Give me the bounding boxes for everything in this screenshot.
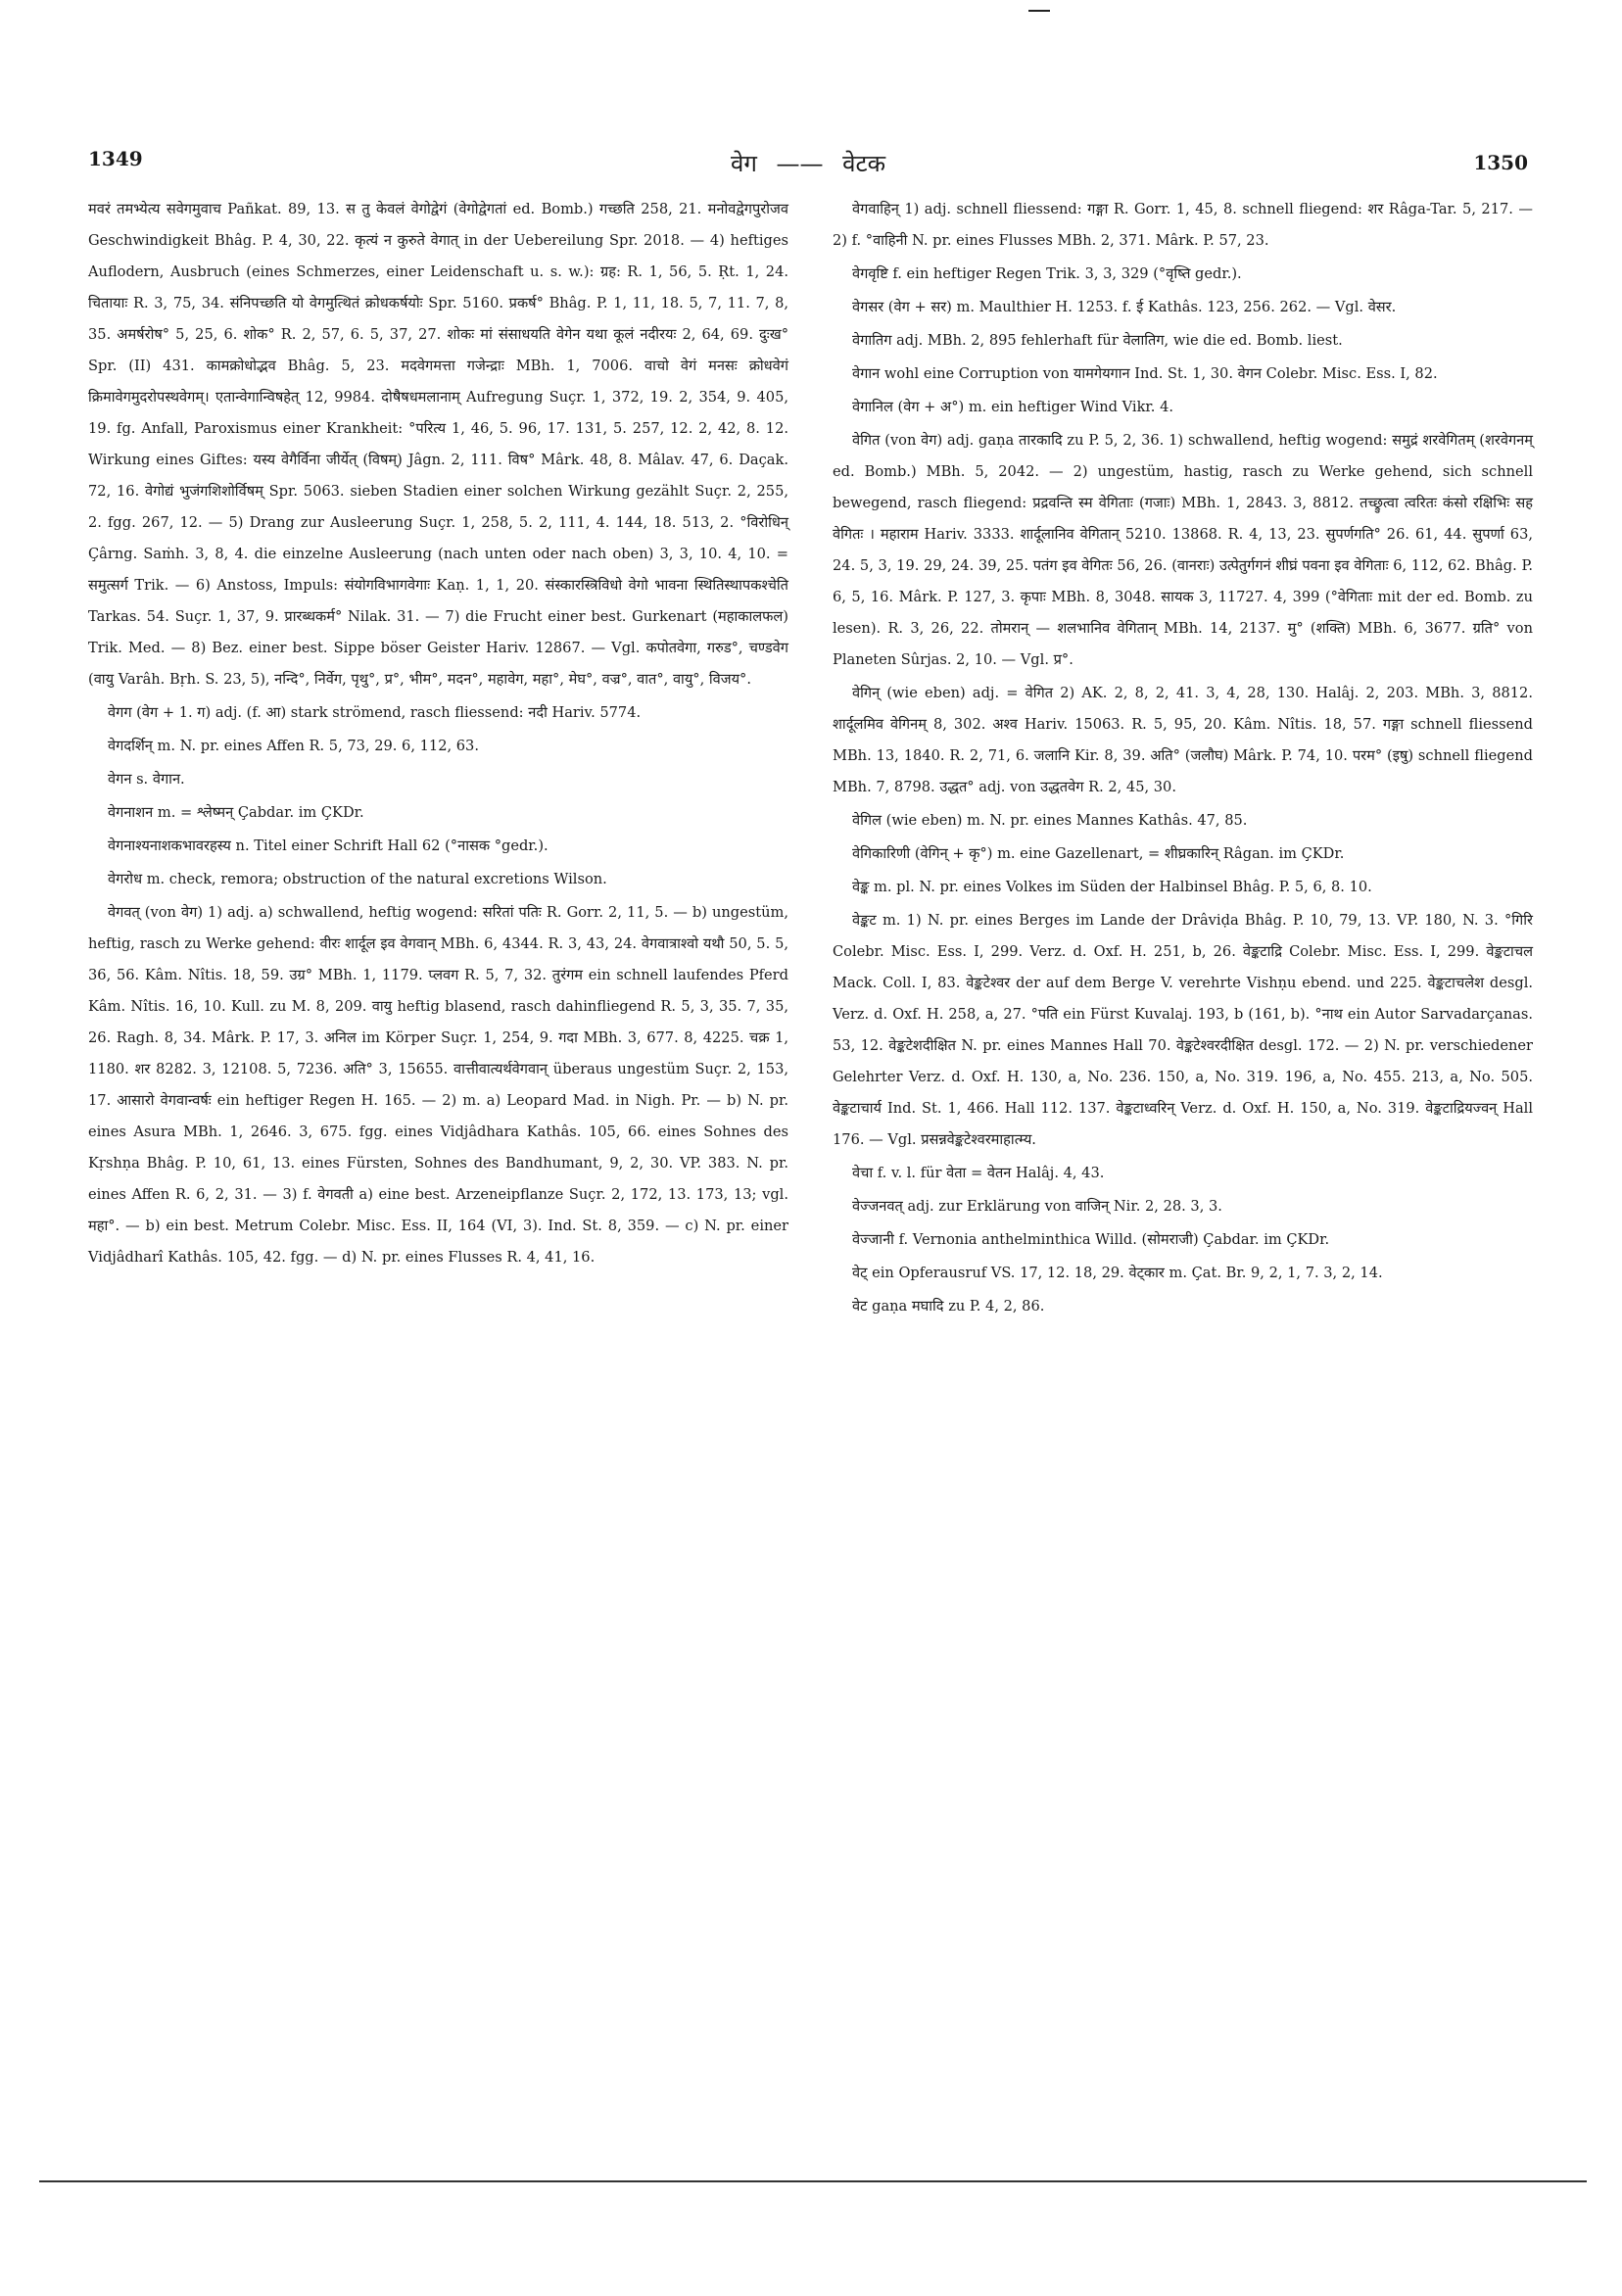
running-head-right: वेटक (842, 150, 885, 177)
dictionary-entry: वेट् ein Opferausruf VS. 17, 12. 18, 29. वेट्कार m. Çat. Br. 9, 2, 1, 7. 3, 2, 14. (852, 1265, 1383, 1281)
page-number-left: 1349 (88, 147, 143, 170)
dictionary-entry: वेट gaṇa मघादि zu P. 4, 2, 86. (852, 1298, 1045, 1315)
page-header (88, 147, 1528, 186)
dictionary-entry: वेगान wohl eine Corruption von यामगेयगान Ind. St. 1, 30. वेगन Colebr. Misc. Ess. I, 82. (852, 365, 1438, 382)
dictionary-entry: वेगवाहिन् 1) adj. schnell fliessend: गङ्गा R. Gorr. 1, 45, 8. schnell fliegend: शर Râga-Tar. 5, 217. — 2) f. °वाहिनी N. pr. eines Flusses MBh. 2, 371. Mârk. P. 57, 23. (833, 201, 1533, 249)
dictionary-entry: वेगग (वेग + 1. ग) adj. (f. आ) stark strömend, rasch fliessend: नदी Hariv. 5774. (108, 704, 642, 721)
dictionary-entry: वेज्जानी f. Vernonia anthelminthica Willd. (सोमराजी) Çabdar. im ÇKDr. (852, 1231, 1330, 1248)
dictionary-entry: वेगातिग adj. MBh. 2, 895 fehlerhaft für वेलातिग, wie die ed. Bomb. liest. (852, 332, 1343, 349)
top-mark (1028, 10, 1050, 12)
dictionary-entry: वेगवत् (von वेग) 1) adj. a) schwallend, heftig wogend: सरितां पतिः R. Gorr. 2, 11, 5. — b) ungestüm, heftig, rasch zu Werke gehend: वीरः शार्दूल इव वेगवान् MBh. 6, 4344. R. 3, 43, 24. वेगवात्राश्वो यथौ 50, 5. 5, 36, 56. Kâm. Nîtis. 18, 59. उग्र° MBh. 1, 1179. प्लवग R. 5, 7, 32. तुरंगम ein schnell laufendes Pferd Kâm. Nîtis. 16, 10. Kull. zu M. 8, 209. वायु heftig blasend, rasch dahinfliegend R. 5, 3, 35. 7, 35, 26. Ragh. 8, 34. Mârk. P. 17, 3. अनिल im Körper Suçr. 1, 254, 9. गदा MBh. 3, 677. 8, 4225. चक्र 1, 1180. शर 8282. 3, 12108. 5, 7236. अति° 3, 15655. वात्तीवात्यर्थवेगवान् überaus ungestüm Suçr. 2, 153, 17. आसारो वेगवान्वर्षः ein heftiger Regen H. 165. — 2) m. a) Leopard Mad. in Nigh. Pr. — b) N. pr. eines Asura MBh. 1, 2646. 3, 675. fgg. eines Vidjâdhara Kathâs. 105, 66. eines Sohnes des Kṛshṇa Bhâg. P. 10, 61, 13. eines Fürsten, Sohnes des Bandhumant, 9, 2, 30. VP. 383. N. pr. eines Affen R. 6, 2, 31. — 3) f. वेगवती a) eine best. Arzeneipflanze Suçr. 2, 172, 13. 173, 13; vgl. महा°. — b) ein best. Metrum Colebr. Misc. Ess. II, 164 (VI, 3). Ind. St. 8, 359. — c) N. pr. einer Vidjâdharî Kathâs. 105, 42. fgg. — d) N. pr. eines Flusses R. 4, 41, 16. (88, 904, 788, 1266)
dictionary-entry: वेगसर (वेग + सर) m. Maulthier H. 1253. f. ई Kathâs. 123, 256. 262. — Vgl. वेसर. (852, 299, 1397, 315)
running-head (88, 147, 1528, 179)
dictionary-entry: वेगित (von वेग) adj. gaṇa तारकादि zu P. 5, 2, 36. 1) schwallend, heftig wogend: समुद्रं शरवेगितम् (शरवेगनम् ed. Bomb.) MBh. 5, 2042. — 2) ungestüm, hastig, rasch zu Werke gehend, sich schnell bewegend, rasch fliegend: प्रद्रवन्ति स्म वेगिताः (गजाः) MBh. 1, 2843. 3, 8812. तच्छ्रुत्वा त्वरितः कंसो रक्षिभिः सह वेगितः । महाराम Hariv. 3333. शार्दूलानिव वेगितान् 5210. 13868. R. 4, 13, 23. सुपर्णगति° 26. 61, 44. सुपर्णा 63, 24. 5, 3, 19. 29, 24. 39, 25. पतंग इव वेगितः 56, 26. (वानराः) उत्पेतुर्गगनं शीघ्रं पवना इव वेगिताः 6, 112, 62. Bhâg. P. 6, 5, 16. Mârk. P. 127, 3. कृपाः MBh. 8, 3048. सायक 3, 11727. 4, 399 (°वेगिताः mit der ed. Bomb. zu lesen). R. 3, 26, 22. तोमरान् — शलभानिव वेगितान् MBh. 14, 2137. मु° (शक्ति) MBh. 6, 3677. ग्रति° von Planeten Sûrjas. 2, 10. — Vgl. प्र°. (833, 432, 1533, 668)
dictionary-entry: वेगिन् (wie eben) adj. = वेगित 2) AK. 2, 8, 2, 41. 3, 4, 28, 130. Halâj. 2, 203. MBh. 3, 8812. शार्दूलमिव वेगिनम् 8, 302. अश्व Hariv. 15063. R. 5, 95, 20. Kâm. Nîtis. 18, 57. गङ्गा schnell fliessend MBh. 13, 1840. R. 2, 71, 6. जलानि Kir. 8, 39. अति° (जलौघ) Mârk. P. 74, 10. परम° (इषु) schnell fliegend MBh. 7, 8798. उद्धत° adj. von उद्धतवेग R. 2, 45, 30. (833, 685, 1533, 795)
right-column (833, 194, 1533, 1324)
bottom-rule (39, 2180, 1587, 2182)
dictionary-entry: मवरं तमभ्येत्य सवेगमुवाच Pañkat. 89, 13. स तु केवलं वेगोद्वेगं (वेगोद्वेगतां ed. Bomb.) गच्छति 258, 21. मनोवद्वेगपुरोजव Geschwindigkeit Bhâg. P. 4, 30, 22. कृत्यं न कुरुते वेगात् in der Uebereilung Spr. 2018. — 4) heftiges Auflodern, Ausbruch (eines Schmerzes, einer Leidenschaft u. s. w.): ग्रह: R. 1, 56, 5. Ṛt. 1, 24. चितायाः R. 3, 75, 34. संनिपच्छति यो वेगमुत्थितं क्रोधकर्षयोः Spr. 5160. प्रकर्ष° Bhâg. P. 1, 11, 18. 5, 7, 11. 7, 8, 35. अमर्षरोष° 5, 25, 6. शोक° R. 2, 57, 6. 5, 37, 27. शोकः मां संसाधयति वेगेन यथा कूलं नदीरयः 2, 64, 69. दुःख° Spr. (II) 431. कामक्रोधोद्भव Bhâg. 5, 23. मदवेगमत्ता गजेन्द्राः MBh. 1, 7006. वाचो वेगं मनसः क्रोधवेगं क्रिमावेगमुदरोपस्थवेगम्। एतान्वेगान्विषहेत् 12, 9984. दोषैषधमलानाम् Aufregung Suçr. 1, 372, 19. 2, 354, 9. 405, 19. fg. Anfall, Paroxismus einer Krankheit: °परित्य 1, 46, 5. 96, 17. 131, 5. 257, 12. 2, 42, 8. 12. Wirkung eines Giftes: यस्य वेगैर्विना जीर्येत् (विषम्) Jâgn. 2, 111. विष° Mârk. 48, 8. Mâlav. 47, 6. Daçak. 72, 16. वेगोद्यं भुजंगशिशोर्विषम् Spr. 5063. sieben Stadien einer solchen Wirkung gezählt Suçr. 2, 255, 2. fgg. 267, 12. — 5) Drang zur Ausleerung Suçr. 1, 258, 5. 2, 111, 4. 144, 18. 513, 2. °विरोधिन् Çârng. Saṁh. 3, 8, 4. die einzelne Ausleerung (nach unten oder nach oben) 3, 3, 10. 4, 10. = समुत्सर्ग Trik. — 6) Anstoss, Impuls: संयोगविभागवेगाः Kaṇ. 1, 1, 20. संस्कारस्त्रिविधो वेगो भावना स्थितिस्थापकश्चेति Tarkas. 54. Suçr. 1, 37, 9. प्रारब्धकर्म° Nilak. 31. — 7) die Frucht einer best. Gurkenart (महाकालफल) Trik. Med. — 8) Bez. einer best. Sippe böser Geister Hariv. 12867. — Vgl. कपोतवेगा, गरुड°, चण्डवेग (वायु Varâh. Bṛh. S. 23, 5), नन्दि°, निर्वेग, पृथु°, प्र°, भीम°, मदन°, महावेग, महा°, मेघ°, वज्र°, वात°, वायु°, विजय°. (88, 201, 788, 688)
dictionary-entry: वेगनाशन m. = श्लेष्मन् Çabdar. im ÇKDr. (108, 804, 364, 821)
dictionary-entry: वेगवृष्टि f. ein heftiger Regen Trik. 3, 3, 329 (°वृष्ति gedr.). (852, 265, 1242, 282)
dictionary-entry: वेगनाश्यनाशकभावरहस्य n. Titel einer Schrift Hall 62 (°नासक °gedr.). (108, 837, 549, 854)
page-number-right: 1350 (1473, 151, 1528, 174)
dictionary-entry: वेगानिल (वेग + अ°) m. ein heftiger Wind Vikr. 4. (852, 399, 1174, 415)
running-head-separator: —— (776, 150, 824, 177)
dictionary-entry: वेचा f. v. l. für वेता = वेतन Halâj. 4, 43. (852, 1165, 1105, 1181)
running-head-left: वेग (730, 150, 757, 177)
dictionary-entry: वेगिकारिणी (वेगिन् + कृ°) m. eine Gazellenart, = शीघ्रकारिन् Râgan. im ÇKDr. (852, 845, 1345, 862)
dictionary-entry: वेगदर्शिन् m. N. pr. eines Affen R. 5, 73, 29. 6, 112, 63. (108, 738, 479, 754)
dictionary-entry: वेगिल (wie eben) m. N. pr. eines Mannes Kathâs. 47, 85. (852, 812, 1248, 829)
dictionary-entry: वेगरोध m. check, remora; obstruction of the natural excretions Wilson. (108, 871, 607, 887)
dictionary-entry: वेगन s. वेगान. (108, 771, 185, 788)
left-column (88, 194, 788, 1275)
dictionary-entry: वेज्जनवत् adj. zur Erklärung von वाजिन् Nir. 2, 28. 3, 3. (852, 1198, 1222, 1215)
dictionary-entry: वेङ्क m. pl. N. pr. eines Volkes im Süden der Halbinsel Bhâg. P. 5, 6, 8. 10. (852, 879, 1372, 895)
dictionary-entry: वेङ्कट m. 1) N. pr. eines Berges im Lande der Drâviḍa Bhâg. P. 10, 79, 13. VP. 180, N. 3. °गिरि Colebr. Misc. Ess. I, 299. Verz. d. Oxf. H. 251, b, 26. वेङ्कटाद्रि Colebr. Misc. Ess. I, 299. वेङ्कटाचल Mack. Coll. I, 83. वेङ्कटेश्वर der auf dem Berge V. verehrte Vishṇu ebend. und 225. वेङ्कटाचलेश desgl. Verz. d. Oxf. H. 258, a, 27. °पति ein Fürst Kuvalaj. 193, b (161, b). °नाथ ein Autor Sarvadarçanas. 53, 12. वेङ्कटेशदीक्षित N. pr. eines Mannes Hall 70. वेङ्कटेश्वरदीक्षित desgl. 172. — 2) N. pr. verschiedener Gelehrter Verz. d. Oxf. H. 130, a, No. 236. 150, a, No. 319. 196, a, No. 455. 213, a, No. 505. वेङ्कटाचार्य Ind. St. 1, 466. Hall 112. 137. वेङ्कटाध्वरिन् Verz. d. Oxf. H. 150, a, No. 319. वेङ्कटाद्रियज्वन् Hall 176. — Vgl. प्रसन्नवेङ्कटेश्वरमाहात्म्य. (833, 912, 1533, 1148)
